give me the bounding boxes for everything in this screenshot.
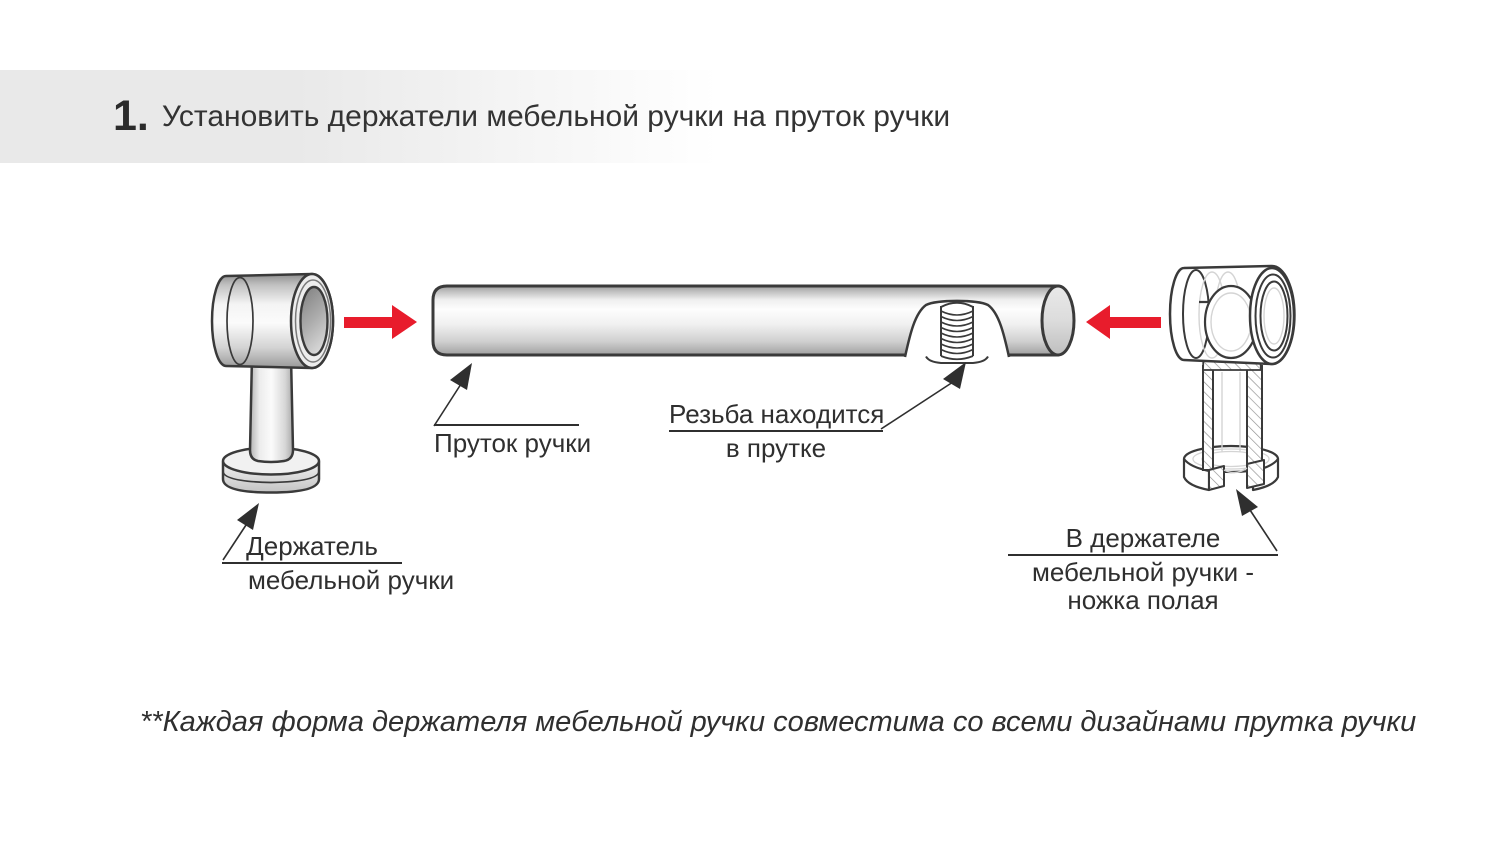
rod-pointer-arrowhead xyxy=(450,363,472,390)
thread-pointer-arrowhead xyxy=(943,362,966,389)
hollow-leg-callout-line3: ножка полая xyxy=(1067,585,1219,615)
hollow-leg-callout-line1: В держателе xyxy=(1008,524,1278,556)
rod-end-cap xyxy=(1042,286,1074,355)
holder-callout-line2: мебельной ручки xyxy=(248,565,455,595)
holder-pointer-arrowhead xyxy=(237,503,259,530)
thread-callout-line2: в прутке xyxy=(725,433,827,463)
compatibility-footnote: **Каждая форма держателя мебельной ручки совместима со всеми дизайнами прутка ручки xyxy=(140,706,1417,738)
insert-direction-arrow-right xyxy=(344,305,417,339)
holder-callout-line1: Держатель xyxy=(222,532,402,564)
hollow-leg-pointer-arrowhead xyxy=(1236,489,1258,516)
handle-holder-cutaway xyxy=(1170,266,1294,490)
hollow-leg-callout xyxy=(1008,524,1278,614)
thread-callout xyxy=(669,400,883,462)
hollow-leg-callout-line2: мебельной ручки - xyxy=(1031,557,1254,587)
holder-callout xyxy=(222,531,455,595)
rod-callout xyxy=(434,424,592,458)
step-title: Установить держатели мебельной ручки на пруток ручки xyxy=(161,99,951,133)
rod-callout-text: Пруток ручки xyxy=(434,424,579,457)
handle-rod xyxy=(433,286,1074,363)
step-number: 1. xyxy=(113,92,149,140)
thread-cutaway xyxy=(905,301,1009,363)
thread-callout-line1: Резьба находится xyxy=(669,400,883,432)
handle-holder-solid xyxy=(212,274,333,493)
insert-direction-arrow-left xyxy=(1086,305,1161,339)
